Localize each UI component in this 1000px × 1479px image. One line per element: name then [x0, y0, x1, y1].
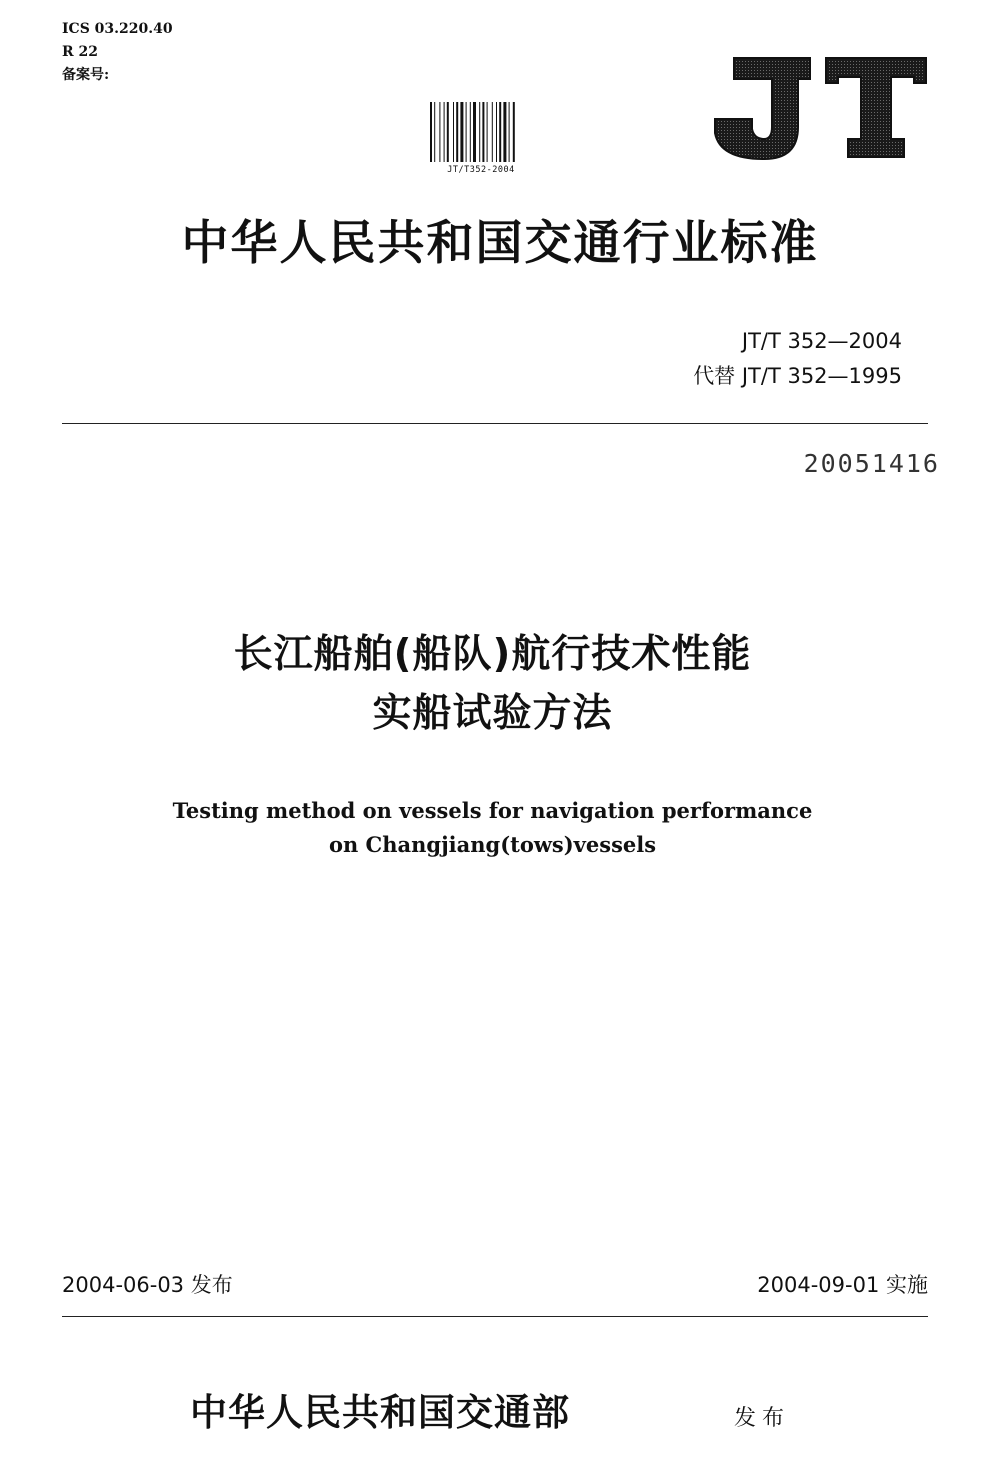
barcode-bar — [503, 102, 506, 162]
title-cn-line1: 长江船舶(船队)航行技术性能 — [233, 632, 752, 677]
logo-letter-j — [715, 58, 810, 159]
issuing-body-title: 中华人民共和国交通行业标准 — [181, 216, 819, 271]
barcode-bar — [487, 102, 488, 162]
top-divider — [62, 423, 928, 424]
barcode-bar — [470, 102, 471, 162]
barcode-bar — [479, 102, 480, 162]
replaced-standard: 代替 JT/T 352—1995 — [693, 364, 902, 388]
record-number-label: 备案号: — [62, 67, 110, 83]
barcode-bar — [513, 102, 515, 162]
effective-date: 2004-09-01 实施 — [757, 1273, 928, 1297]
jt-logo-graphic — [712, 55, 930, 163]
title-en-line2: on Changjiang(tows)vessels — [328, 832, 657, 857]
bottom-divider — [62, 1316, 928, 1317]
barcode-bar — [473, 102, 476, 162]
stamp-number: 20051416 — [803, 449, 940, 478]
barcode-bar — [447, 102, 449, 162]
r-code: R 22 — [62, 44, 98, 60]
barcode-bar — [482, 102, 484, 162]
title-cn-line2: 实船试验方法 — [372, 691, 613, 736]
standard-number: JT/T 352—2004 — [741, 329, 902, 353]
barcode-bar — [499, 102, 501, 162]
title-en-line1: Testing method on vessels for navigation performance — [172, 798, 813, 823]
barcode-bar — [456, 102, 458, 162]
barcode-caption: JT/T352-2004 — [447, 165, 515, 175]
publish-label: 发布 — [734, 1406, 791, 1431]
barcode-bar — [444, 102, 445, 162]
barcode-bars — [428, 100, 534, 164]
barcode-bar — [430, 102, 432, 162]
barcode-bar — [509, 102, 510, 162]
barcode-bar — [466, 102, 467, 162]
barcode-bar — [492, 102, 493, 162]
issue-date: 2004-06-03 发布 — [62, 1273, 233, 1297]
logo-letter-t — [826, 58, 926, 157]
barcode — [428, 100, 534, 182]
ics-code: ICS 03.220.40 — [62, 21, 173, 37]
barcode-bar — [453, 102, 454, 162]
barcode-bar — [434, 102, 435, 162]
barcode-bar — [460, 102, 463, 162]
barcode-bar — [496, 102, 497, 162]
publisher-name: 中华人民共和国交通部 — [190, 1390, 570, 1434]
barcode-bar — [439, 102, 440, 162]
jt-logo — [712, 55, 930, 163]
